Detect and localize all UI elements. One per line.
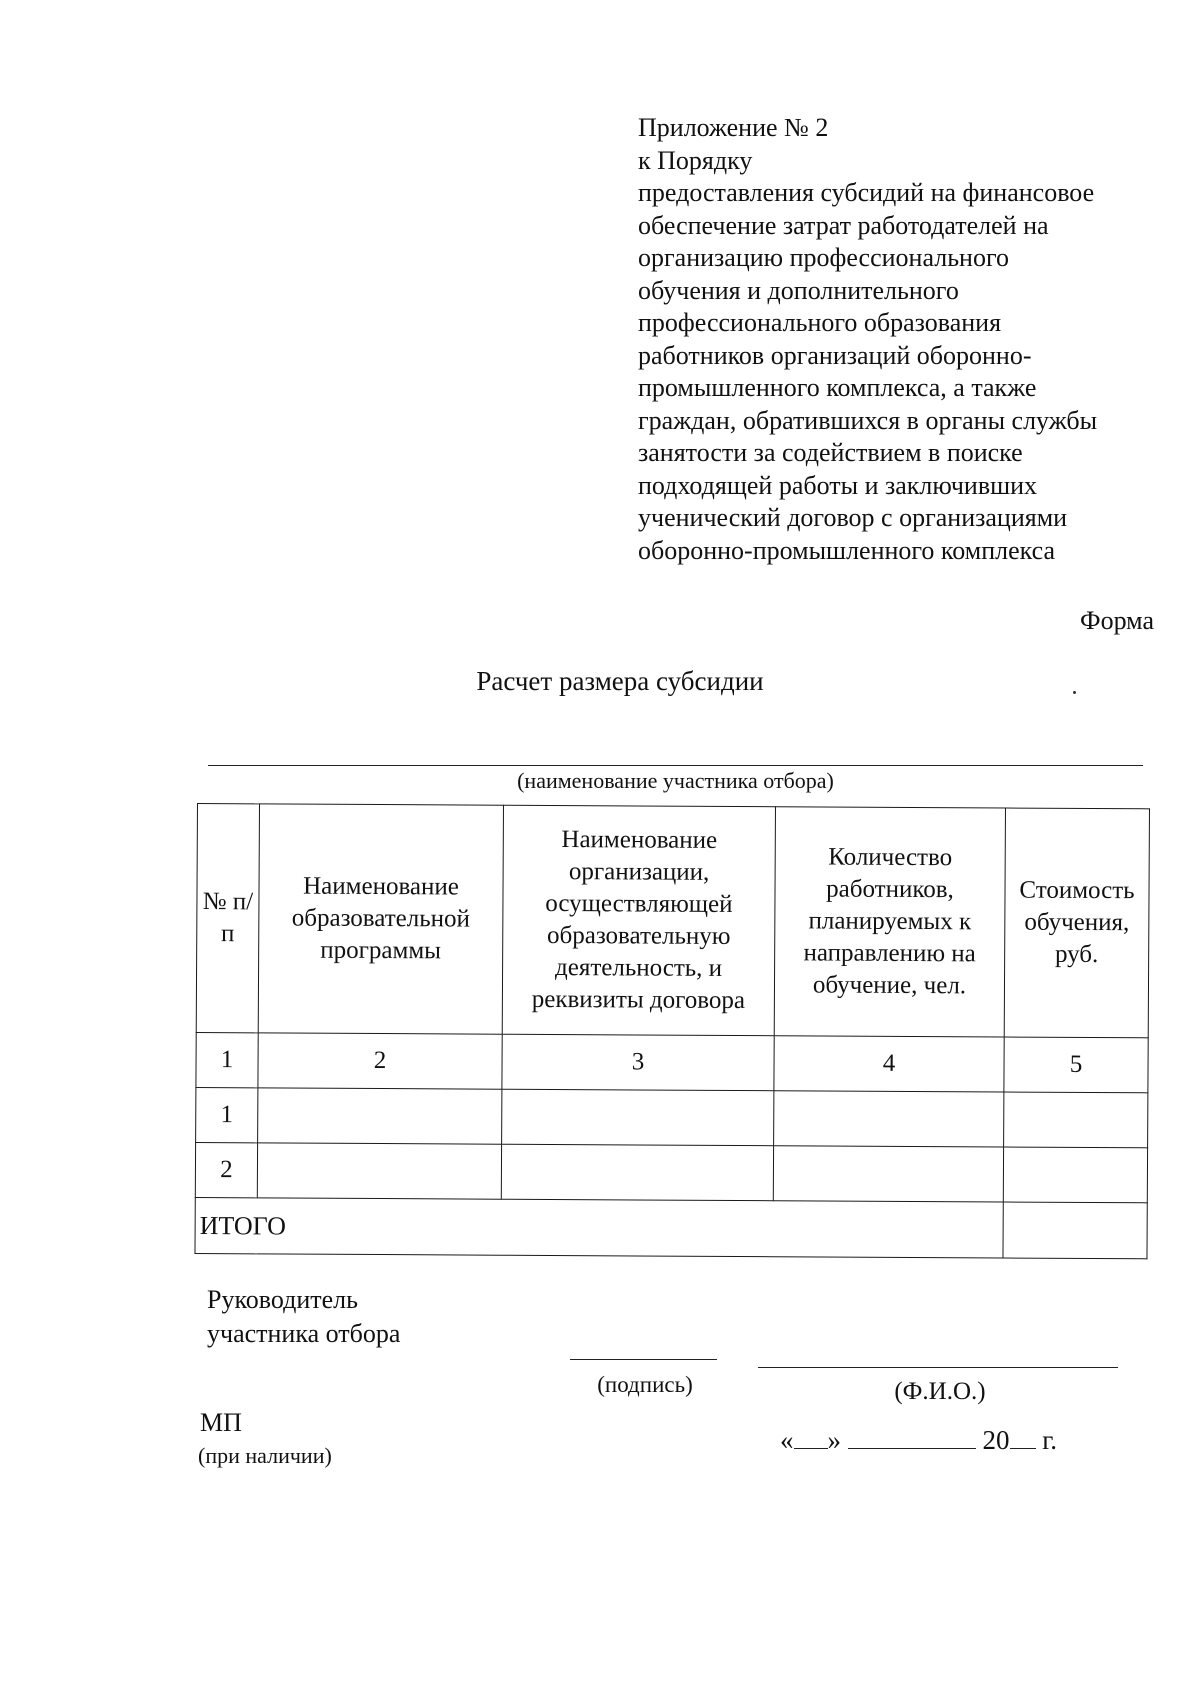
empty-cell xyxy=(501,1144,773,1201)
column-number: 1 xyxy=(196,1033,258,1088)
empty-cell xyxy=(258,1087,502,1144)
appendix-line: организацию профессионального xyxy=(638,243,1009,272)
seal-note: (при наличии) xyxy=(198,1443,332,1468)
row-number: 2 xyxy=(195,1143,257,1199)
appendix-line: к Порядку xyxy=(638,145,753,175)
appendix-line: промышленного комплекса, а также xyxy=(638,373,1037,402)
column-number: 4 xyxy=(774,1036,1004,1092)
date-field xyxy=(780,1424,1057,1456)
table-row xyxy=(196,1087,1148,1148)
empty-cell xyxy=(773,1146,1003,1203)
appendix-line: оборонно-промышленного комплекса xyxy=(638,535,1056,565)
empty-cell xyxy=(774,1090,1004,1147)
participant-name-line xyxy=(208,765,1143,766)
column-number: 5 xyxy=(1004,1037,1148,1092)
full-name-line xyxy=(758,1367,1118,1368)
date-close-quote: » xyxy=(827,1425,841,1455)
header-cell-organization: Наименование организации, осуществляющей образовательную деятельность, и реквизиты договора xyxy=(502,805,775,1036)
header-cell-workers-count: Количество работников, планируемых к направлению на обучение, чел. xyxy=(774,807,1005,1037)
empty-cell xyxy=(1004,1092,1148,1148)
table-header-row xyxy=(196,804,1149,1038)
empty-cell xyxy=(502,1089,774,1146)
appendix-line: Приложение № 2 xyxy=(638,113,829,142)
signature-caption: (подпись) xyxy=(597,1372,693,1397)
appendix-line: предоставления субсидий на финансовое xyxy=(638,178,1095,207)
column-number: 2 xyxy=(258,1033,502,1089)
empty-cell xyxy=(257,1143,501,1200)
appendix-line: подходящей работы и заключивших xyxy=(638,470,1038,500)
participant-name-caption: (наименование участника отбора) xyxy=(517,768,834,793)
year-prefix: 20 xyxy=(982,1425,1010,1455)
document-title: Расчет размера субсидии xyxy=(476,666,764,696)
full-name-caption: (Ф.И.О.) xyxy=(894,1378,986,1405)
appendix-line: профессионального образования xyxy=(638,308,1002,337)
head-label-line: Руководитель xyxy=(207,1285,358,1314)
header-cell-cost: Стоимость обучения, руб. xyxy=(1004,808,1149,1038)
year-blank xyxy=(1010,1424,1036,1449)
appendix-line: обеспечение затрат работодателей на xyxy=(638,210,1049,240)
table-row xyxy=(195,1143,1147,1204)
head-of-participant-label xyxy=(207,1283,400,1351)
signature-line xyxy=(570,1359,717,1360)
seal-label: МП xyxy=(200,1408,242,1437)
appendix-line: граждан, обратившихся в органы службы xyxy=(638,405,1098,435)
year-suffix: г. xyxy=(1042,1425,1058,1455)
head-label-line: участника отбора xyxy=(207,1319,401,1348)
month-blank xyxy=(848,1424,976,1449)
date-open-quote: « xyxy=(780,1425,794,1455)
column-number: 3 xyxy=(502,1034,774,1090)
appendix-line: ученический договор с организациями xyxy=(638,503,1068,532)
total-row xyxy=(195,1198,1147,1259)
total-label: ИТОГО xyxy=(195,1198,1003,1258)
row-number: 1 xyxy=(196,1087,258,1143)
header-cell-number: № п/п xyxy=(196,804,259,1033)
form-label: Форма xyxy=(1080,606,1154,635)
scan-dot xyxy=(1073,691,1076,694)
empty-cell xyxy=(1003,1147,1147,1203)
appendix-line: занятости за содействием в поиске xyxy=(638,438,1023,467)
subsidy-table xyxy=(194,803,1150,1259)
appendix-line: обучения и дополнительного xyxy=(638,275,959,305)
total-value-cell xyxy=(1003,1202,1147,1258)
header-cell-program: Наименование образовательной программы xyxy=(258,804,503,1034)
appendix-line: работников организаций оборонно- xyxy=(638,340,1032,370)
column-number-row xyxy=(196,1033,1148,1093)
appendix-block xyxy=(638,112,1198,567)
day-blank xyxy=(794,1424,828,1449)
